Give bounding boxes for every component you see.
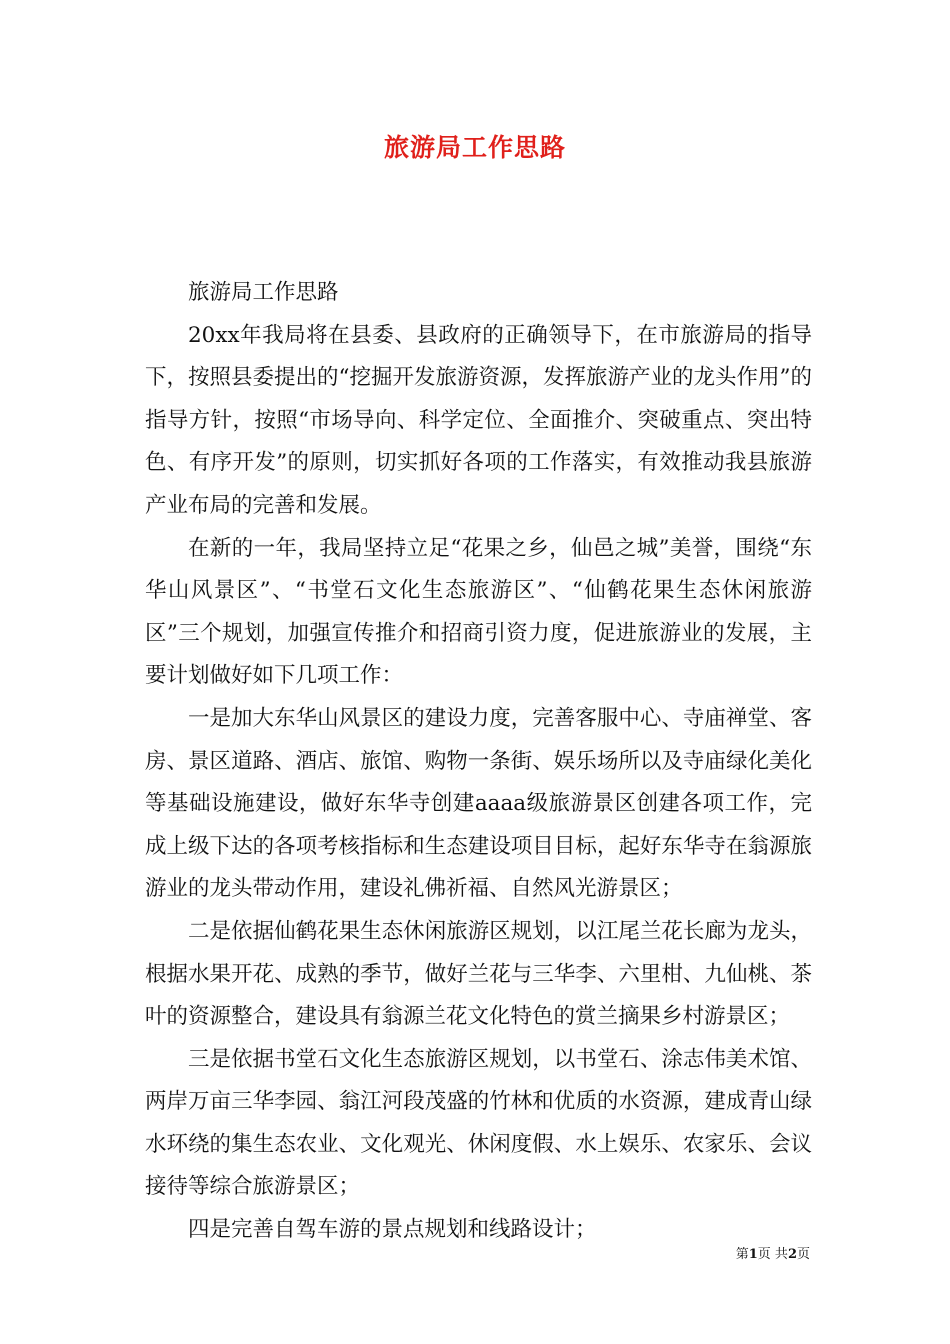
paragraph-intro: 20xx年我局将在县委、县政府的正确领导下，在市旅游局的指导下，按照县委提出的“挖掘开发旅游资源，发挥旅游产业的龙头作用”的指导方针，按照“市场导向、科学定位、全面推介、突破重点、突出特色、有序开发”的原则，切实抓好各项的工作落实，有效推动我县旅游产业布局的完善和发展。 bbox=[145, 322, 812, 518]
paragraph-heading: 旅游局工作思路 bbox=[188, 280, 339, 305]
current-page-number: 1 bbox=[748, 1247, 758, 1262]
paragraph-item-2: 二是依据仙鹤花果生态休闲旅游区规划，以江尾兰花长廊为龙头，根据水果开花、成熟的季节，做好兰花与三华李、六里柑、九仙桃、茶叶的资源整合，建设具有翁源兰花文化特色的赏兰摘果乡村游景区； bbox=[145, 918, 812, 1030]
paragraph-item-4: 四是完善自驾车游的景点规划和线路设计； bbox=[188, 1217, 597, 1243]
paragraph-item-1: 一是加大东华山风景区的建设力度，完善客服中心、寺庙禅堂、客房、景区道路、酒店、旅馆、购物一条街、娱乐场所以及寺庙绿化美化等基础设施建设，做好东华寺创建aaaa级旅游景区创建各项工作，完成上级下达的各项考核指标和生态建设项目目标，起好东华寺在翁源旅游业的龙头带动作用，建设礼佛祈福、自然风光游景区； bbox=[145, 705, 812, 902]
page-suffix: 页 bbox=[796, 1247, 810, 1262]
document-body bbox=[145, 272, 812, 1252]
paragraph-plan: 在新的一年，我局坚持立足“花果之乡，仙邑之城”美誉，围绕“东华山风景区”、“书堂石文化生态旅游区”、“仙鹤花果生态休闲旅游区”三个规划，加强宣传推介和招商引资力度，促进旅游业的发展，主要计划做好如下几项工作： bbox=[145, 535, 812, 689]
page-footer bbox=[710, 1245, 810, 1265]
page-middle: 页 共 bbox=[757, 1247, 788, 1262]
total-pages-number: 2 bbox=[787, 1247, 797, 1262]
page-prefix: 第 bbox=[735, 1247, 749, 1262]
document-title: 旅游局工作思路 bbox=[383, 133, 566, 162]
paragraph-item-3: 三是依据书堂石文化生态旅游区规划，以书堂石、涂志伟美术馆、两岸万亩三华李园、翁江河段茂盛的竹林和优质的水资源，建成青山绿水环绕的集生态农业、文化观光、休闲度假、水上娱乐、农家乐、会议接待等综合旅游景区； bbox=[145, 1046, 812, 1200]
